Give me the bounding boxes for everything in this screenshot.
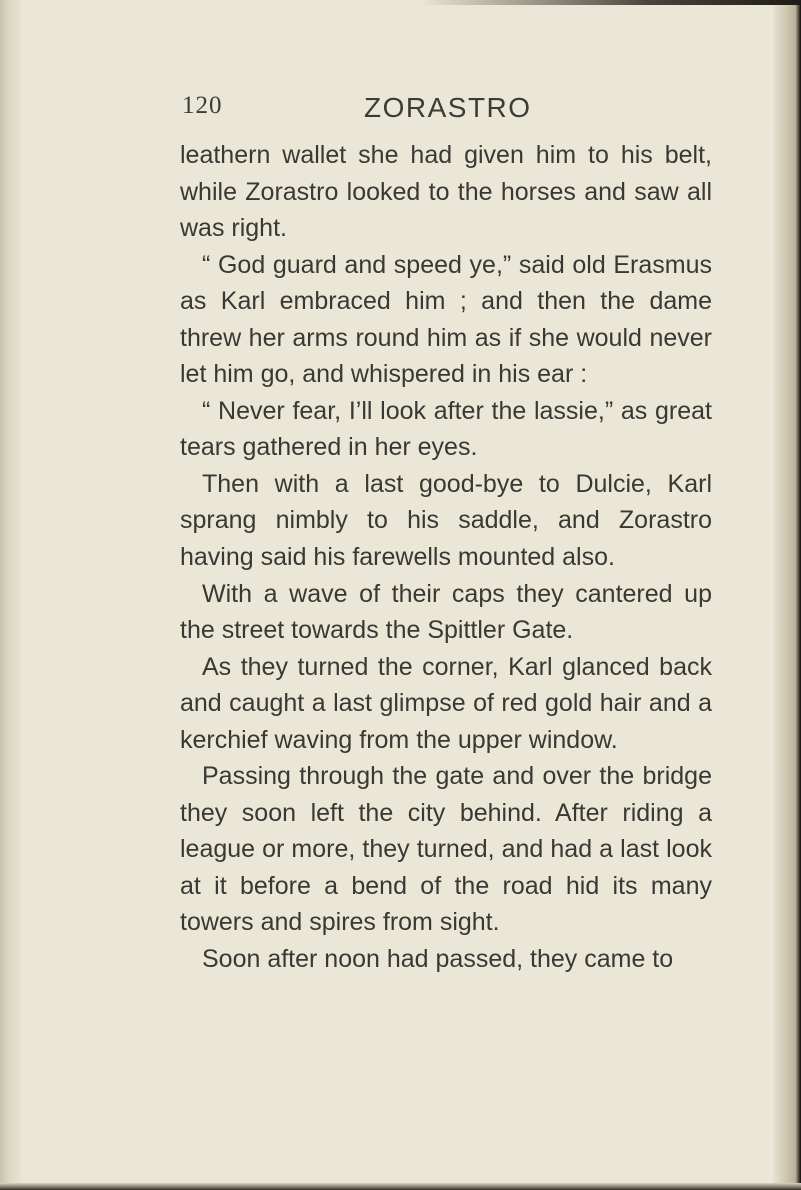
paragraph: “ God guard and speed ye,” said old Erasmus as Karl embraced him ; and then the dame threw her arms round him as if she would never let him go, and whispered in his ear : xyxy=(180,250,712,389)
page-edge-bottom xyxy=(0,1183,801,1190)
page-gutter-left xyxy=(0,0,22,1190)
body-text xyxy=(180,137,712,978)
page-edge-top xyxy=(420,0,801,5)
paragraph: leathern wallet she had given him to his belt, while Zorastro looked to the horses and saw all was right. xyxy=(180,141,712,243)
paragraph: “ Never fear, I’ll look after the lassie,” as great tears gathered in her eyes. xyxy=(180,396,712,462)
running-head xyxy=(150,92,710,132)
paragraph: As they turned the corner, Karl glanced back and caught a last glimpse of red gold hair and a kerchief waving from the upper window. xyxy=(180,652,712,754)
paragraph: Then with a last good-bye to Dulcie, Karl sprang nimbly to his saddle, and Zorastro having said his farewells mounted also. xyxy=(180,469,712,572)
book-title: ZORASTRO xyxy=(364,92,532,123)
page-edge-right xyxy=(773,0,801,1190)
paragraph: Passing through the gate and over the bridge they soon left the city behind. After riding a league or more, they turned, and had a last look at it before a bend of the road hid its many towers and spires from sight. xyxy=(180,762,712,937)
paragraph: With a wave of their caps they cantered up the street towards the Spittler Gate. xyxy=(180,579,712,645)
paragraph: Soon after noon had passed, they came to xyxy=(202,945,674,974)
page-number: 120 xyxy=(182,92,223,119)
